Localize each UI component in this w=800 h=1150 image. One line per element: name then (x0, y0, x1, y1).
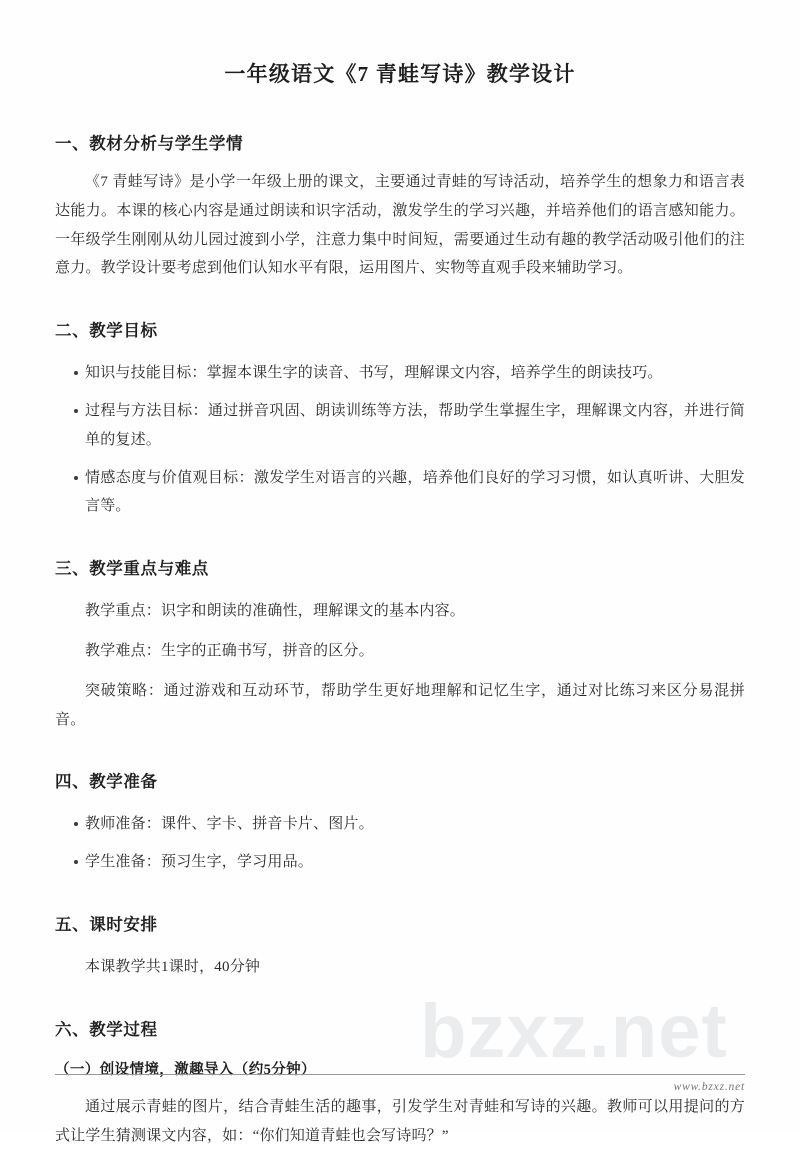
spacer (55, 154, 745, 168)
preparation-list (55, 810, 745, 877)
section-heading-3: 三、教学重点与难点 (55, 559, 209, 579)
spacer (55, 792, 745, 810)
footer-url: www.bzxz.net (673, 1081, 745, 1093)
section-1-paragraph: 《7 青蛙写诗》是小学一年级上册的课文，主要通过青蛙的写诗活动，培养学生的想象力和语言表达能力。本课的核心内容是通过朗读和识字活动，激发学生的学习兴趣，并培养他们的语言感知能力。一年级学生刚刚从幼儿园过渡到小学，注意力集中时间短，需要通过生动有趣的教学活动吸引他们的注意力。教学设计要考虑到他们认知水平有限，运用图片、实物等直观手段来辅助学习。 (55, 174, 745, 277)
key-point-difficulty: 教学难点：生字的正确书写，拼音的区分。 (85, 642, 374, 659)
section-heading-1: 一、教材分析与学生学情 (55, 134, 244, 153)
subsection-6-1-paragraph: 通过展示青蛙的图片，结合青蛙生活的趣事，引发学生对青蛙和写诗的兴趣。教师可以用提问的方式让学生猜测课文内容，如：“你们知道青蛙也会写诗吗？” (55, 1098, 745, 1144)
key-point-strategy: 突破策略：通过游戏和互动环节，帮助学生更好地理解和记忆生字，通过对比练习来区分易混拼音。 (55, 682, 745, 728)
list-item: 知识与技能目标：掌握本课生字的读音、书写，理解课文内容，培养学生的朗读技巧。 (55, 359, 745, 388)
footer-divider (55, 1074, 745, 1075)
site-watermark: bzxz.net (420, 989, 728, 1074)
page-footer (55, 1074, 745, 1093)
document-body (55, 0, 745, 1150)
spacer (55, 579, 745, 597)
spacer (55, 1040, 745, 1058)
key-point-focus: 教学重点：识字和朗读的准确性，理解课文的基本内容。 (85, 603, 466, 620)
list-item: 学生准备：预习生字，学习用品。 (55, 848, 745, 877)
section-heading-6: 六、教学过程 (55, 1019, 158, 1039)
list-item: 情感态度与价值观目标：激发学生对语言的兴趣，培养他们良好的学习习惯，如认真听讲、大胆发言等。 (55, 464, 745, 522)
teaching-objectives-list (55, 359, 745, 521)
section-heading-4: 四、教学准备 (55, 772, 158, 792)
section-heading-5: 五、课时安排 (55, 914, 158, 934)
spacer (55, 341, 745, 359)
subsection-heading-6-1: （一）创设情境，激趣导入（约5分钟） (55, 1061, 316, 1078)
section-heading-2: 二、教学目标 (55, 321, 158, 341)
list-item: 教师准备：课件、字卡、拼音卡片、图片。 (55, 810, 745, 839)
key-points-group (55, 597, 745, 734)
list-item: 过程与方法目标：通过拼音巩固、朗读训练等方法，帮助学生掌握生字，理解课文内容，并进行简单的复述。 (55, 397, 745, 455)
class-schedule-text: 本课教学共1课时，40分钟 (85, 958, 261, 975)
page-title: 一年级语文《7 青蛙写诗》教学设计 (224, 62, 576, 86)
spacer (55, 935, 745, 953)
